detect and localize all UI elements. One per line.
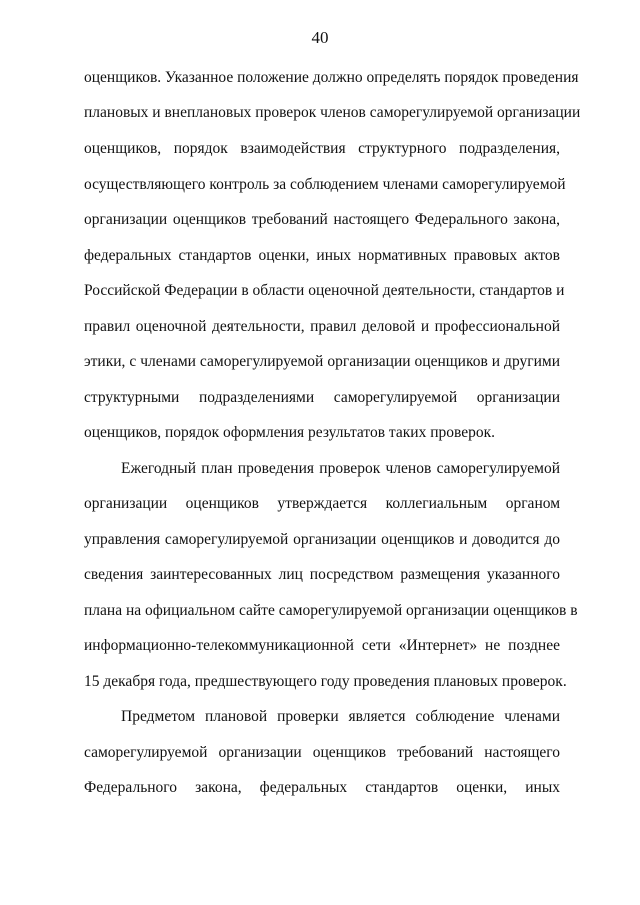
text-line: управления саморегулируемой организации оценщиков и доводится до: [84, 531, 560, 548]
text-line: сведения заинтересованных лиц посредством размещения указанного: [84, 566, 560, 583]
text-line: Российской Федерации в области оценочной деятельности, стандартов и: [84, 282, 565, 299]
text-line: правил оценочной деятельности, правил деловой и профессиональной: [84, 318, 560, 335]
text-line: федеральных стандартов оценки, иных нормативных правовых актов: [84, 247, 560, 264]
page-number: 40: [311, 28, 329, 47]
text-line: Федерального закона, федеральных стандартов оценки, иных: [84, 779, 560, 796]
text-line: оценщиков, порядок взаимодействия структурного подразделения,: [84, 140, 560, 157]
text-line: плановых и внеплановых проверок членов саморегулируемой организации: [84, 104, 581, 121]
text-line: Ежегодный план проведения проверок членов саморегулируемой: [121, 460, 560, 477]
text-line: саморегулируемой организации оценщиков требований настоящего: [84, 744, 560, 761]
text-line: оценщиков, порядок оформления результатов таких проверок.: [84, 424, 496, 441]
text-line: плана на официальном сайте саморегулируемой организации оценщиков в: [84, 602, 578, 619]
text-line: информационно-телекоммуникационной сети «Интернет» не позднее: [84, 637, 560, 654]
text-line: Предметом плановой проверки является соблюдение членами: [121, 708, 560, 725]
text-line: организации оценщиков требований настоящего Федерального закона,: [84, 211, 560, 228]
text-line: структурными подразделениями саморегулируемой организации: [84, 389, 560, 406]
text-line: этики, с членами саморегулируемой организации оценщиков и другими: [84, 353, 560, 370]
text-line: организации оценщиков утверждается коллегиальным органом: [84, 495, 560, 512]
text-line: осуществляющего контроль за соблюдением членами саморегулируемой: [84, 176, 566, 193]
text-line: 15 декабря года, предшествующего году проведения плановых проверок.: [84, 673, 567, 690]
text-line: оценщиков. Указанное положение должно определять порядок проведения: [84, 69, 579, 86]
